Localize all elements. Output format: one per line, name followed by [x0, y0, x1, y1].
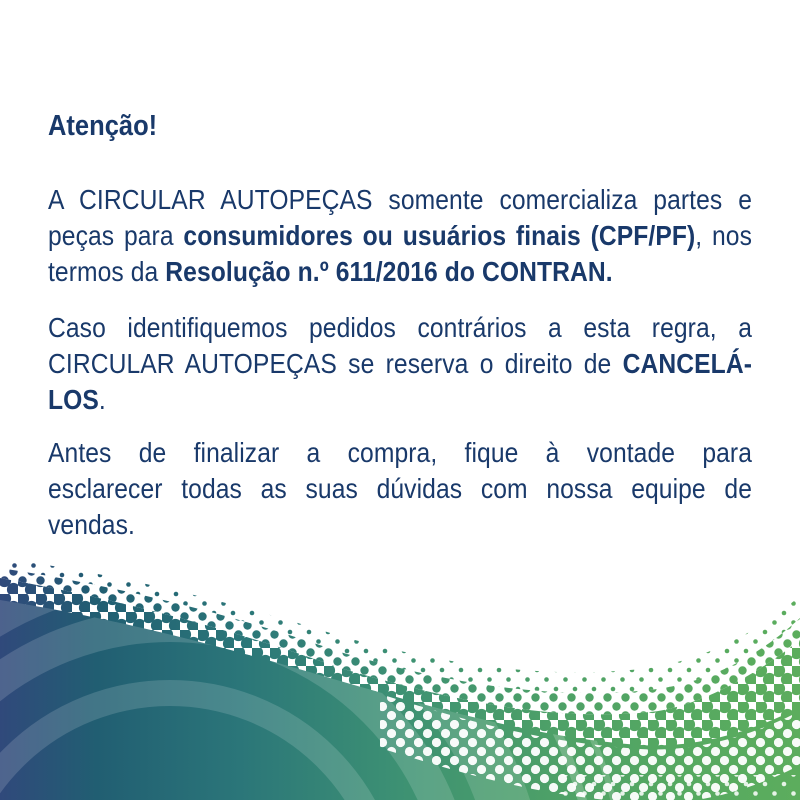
text-line [48, 254, 752, 290]
text-segment: A CIRCULAR AUTOPEÇAS somente comercializa partes e [48, 184, 752, 215]
text-segment: . [98, 384, 106, 415]
text-line [48, 382, 752, 418]
text-line [48, 346, 752, 382]
text-segment: consumidores ou usuários finais (CPF/PF) [183, 220, 696, 251]
text-segment: CANCELÁ- [622, 348, 752, 379]
text-segment: Resolução n.º 611/2016 do CONTRAN. [165, 256, 613, 287]
notice-heading: Atenção! [48, 110, 158, 142]
text-segment: Caso identifiquemos pedidos contrários a esta regra, a [48, 312, 752, 343]
text-segment: CIRCULAR AUTOPEÇAS se reserva o direito de [48, 348, 623, 379]
text-line [48, 435, 752, 471]
text-line [48, 507, 752, 543]
paragraph [48, 310, 800, 418]
paragraph [48, 182, 800, 290]
text-segment: LOS [48, 384, 99, 415]
punched-white-dots-bottom [560, 775, 800, 800]
halftone-wave-graphic [0, 540, 800, 800]
notice-text-column [48, 0, 800, 543]
notice-body [48, 182, 800, 543]
text-segment: esclarecer todas as suas dúvidas com nossa equipe de [48, 473, 752, 504]
text-line [48, 182, 752, 218]
text-line [48, 471, 752, 507]
paragraph [48, 435, 800, 543]
text-segment: termos da [48, 256, 166, 287]
text-segment: , nos [695, 220, 753, 251]
text-segment: Antes de finalizar a compra, fique à vontade para [48, 437, 752, 468]
text-segment: peças para [48, 220, 184, 251]
text-line [48, 218, 752, 254]
bottom-wave-decoration [0, 540, 800, 800]
text-segment: vendas. [48, 509, 135, 540]
text-line [48, 310, 752, 346]
